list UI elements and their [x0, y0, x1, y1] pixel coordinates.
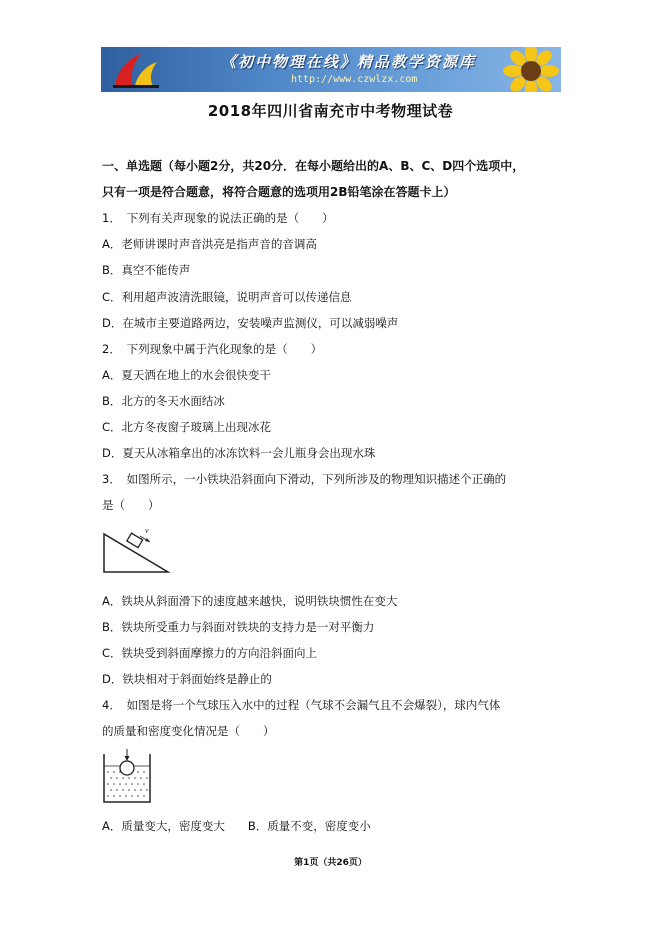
q3-option-d: D．铁块相对于斜面始终是静止的 — [102, 672, 272, 686]
q1-stem: 1． 下列有关声现象的说法正确的是（ ） — [102, 211, 334, 225]
q4-options-ab: A．质量变大，密度变大 B．质量不变，密度变小 — [102, 819, 371, 833]
incline-figure — [100, 524, 172, 576]
header-banner — [101, 47, 561, 92]
q3-stem-line2: 是（ ） — [102, 498, 160, 512]
q1-option-d: D．在城市主要道路两边，安装噪声监测仪，可以减弱噪声 — [102, 316, 399, 330]
balloon — [120, 761, 134, 775]
q4-stem-line2: 的质量和密度变化情况是（ ） — [102, 724, 275, 738]
q4-stem-line1: 4． 如图是将一个气球压入水中的过程（气球不会漏气且不会爆裂），球内气体 — [102, 698, 501, 712]
q2-option-a: A．夏天洒在地上的水会很快变干 — [102, 368, 271, 382]
sunflower-icon — [501, 47, 561, 92]
paper-title: 2018年四川省南充市中考物理试卷 — [207, 102, 454, 120]
push-arrow-icon — [125, 756, 130, 761]
q3-option-c: C．铁块受到斜面摩擦力的方向沿斜面向上 — [102, 646, 318, 660]
site-logo-icon — [107, 50, 177, 90]
q3-stem-line1: 3． 如图所示，一小铁块沿斜面向下滑动，下列所涉及的物理知识描述个正确的 — [102, 472, 507, 486]
balloon-in-water-figure — [100, 748, 154, 806]
velocity-label: v — [145, 526, 149, 535]
q2-option-d: D．夏天从冰箱拿出的冰冻饮料一会儿瓶身会出现水珠 — [102, 446, 376, 460]
page-footer: 第1页（共26页） — [294, 858, 367, 868]
q2-option-b: B．北方的冬天水面结冰 — [102, 394, 225, 408]
q2-stem: 2． 下列现象中属于汽化现象的是（ ） — [102, 342, 323, 356]
iron-block — [127, 533, 143, 547]
banner-title: 《初中物理在线》精品教学资源库 — [221, 53, 477, 71]
section-heading-line2: 只有一项是符合题意，将符合题意的选项用2B铅笔涂在答题卡上） — [102, 185, 456, 199]
q1-option-c: C．利用超声波清洗眼镜，说明声音可以传递信息 — [102, 290, 352, 304]
q3-option-b: B．铁块所受重力与斜面对铁块的支持力是一对平衡力 — [102, 620, 375, 634]
q1-option-b: B．真空不能传声 — [102, 263, 191, 277]
q3-option-a: A．铁块从斜面滑下的速度越来越快，说明铁块惯性在变大 — [102, 594, 398, 608]
q1-option-a: A．老师讲课时声音洪亮是指声音的音调高 — [102, 237, 317, 251]
q2-option-c: C．北方冬夜窗子玻璃上出现冰花 — [102, 420, 272, 434]
section-heading-line1: 一、单选题（每小题2分，共20分．在每小题给出的A、B、C、D四个选项中， — [102, 159, 525, 173]
banner-url: http://www.czwlzx.com — [291, 74, 418, 85]
